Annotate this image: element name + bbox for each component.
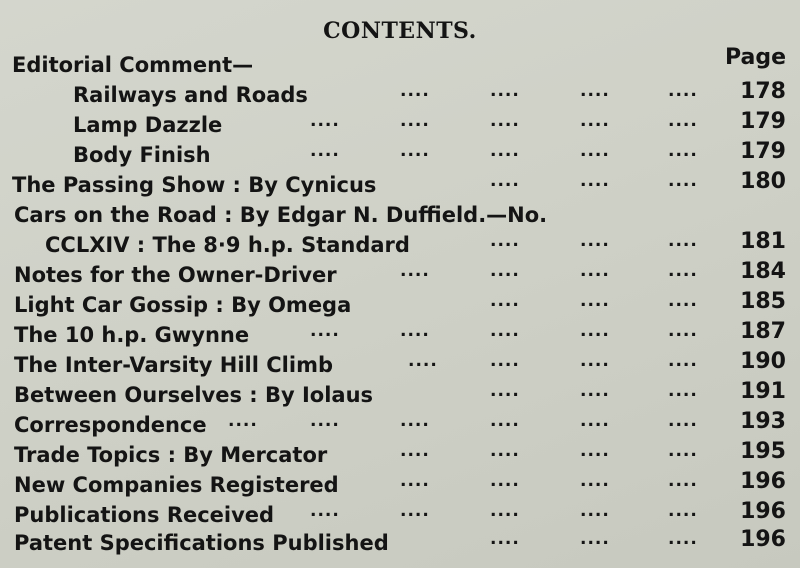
leader-dots: .... (580, 111, 610, 131)
toc-entry-title: The Passing Show : By Cynicus (12, 173, 377, 197)
toc-entry-title: Railways and Roads (73, 83, 308, 107)
leader-dots: .... (668, 529, 698, 549)
toc-entry-page: 180 (740, 169, 786, 194)
leader-dots: .... (400, 471, 430, 491)
leader-dots: .... (400, 81, 430, 101)
toc-entry-page: 181 (740, 229, 786, 254)
leader-dots: .... (400, 141, 430, 161)
leader-dots: .... (400, 321, 430, 341)
toc-entry (0, 528, 800, 558)
leader-dots: .... (400, 261, 430, 281)
leader-dots: .... (408, 351, 438, 371)
leader-dots: .... (580, 411, 610, 431)
toc-entry-page: 195 (740, 439, 786, 464)
leader-dots: .... (668, 471, 698, 491)
leader-dots: .... (310, 321, 340, 341)
leader-dots: .... (490, 261, 520, 281)
leader-dots: .... (668, 411, 698, 431)
page-column-label: Page (724, 45, 786, 70)
leader-dots: .... (668, 291, 698, 311)
toc-entry-page: 179 (740, 139, 786, 164)
leader-dots: .... (490, 381, 520, 401)
toc-entry-title: New Companies Registered (14, 473, 339, 497)
leader-dots: .... (580, 529, 610, 549)
toc-entry-page: 196 (740, 469, 786, 494)
leader-dots: .... (668, 501, 698, 521)
leader-dots: .... (400, 411, 430, 431)
toc-entry-title: Trade Topics : By Mercator (14, 443, 328, 467)
leader-dots: .... (580, 321, 610, 341)
toc-entry-title: Notes for the Owner-Driver (14, 263, 337, 287)
leader-dots: .... (490, 471, 520, 491)
toc-entry-page: 178 (740, 79, 786, 104)
toc-entry-page: 187 (740, 319, 786, 344)
toc-entry-title: CCLXIV : The 8·9 h.p. Standard (45, 233, 410, 257)
leader-dots: .... (310, 141, 340, 161)
toc-entry-title: Cars on the Road : By Edgar N. Duffield.—No. (14, 203, 548, 227)
toc-entry-page: 196 (740, 499, 786, 524)
leader-dots: .... (490, 81, 520, 101)
leader-dots: .... (580, 501, 610, 521)
toc-entry-page: 196 (740, 527, 786, 552)
toc-entry-page: 185 (740, 289, 786, 314)
leader-dots: .... (580, 231, 610, 251)
leader-dots: .... (490, 171, 520, 191)
toc-entry-title: Lamp Dazzle (73, 113, 223, 137)
leader-dots: .... (580, 291, 610, 311)
leader-dots: .... (580, 351, 610, 371)
toc-entry-title: Editorial Comment— (12, 53, 254, 77)
leader-dots: .... (668, 261, 698, 281)
leader-dots: .... (310, 111, 340, 131)
contents-heading: CONTENTS. (323, 18, 477, 44)
toc-entry-page: 184 (740, 259, 786, 284)
leader-dots: .... (400, 441, 430, 461)
toc-entry-title: Patent Specifications Published (14, 531, 389, 555)
leader-dots: .... (668, 321, 698, 341)
leader-dots: .... (490, 291, 520, 311)
leader-dots: .... (668, 141, 698, 161)
leader-dots: .... (310, 501, 340, 521)
toc-entry-title: Light Car Gossip : By Omega (14, 293, 352, 317)
toc-entry-page: 193 (740, 409, 786, 434)
leader-dots: .... (668, 351, 698, 371)
leader-dots: .... (490, 411, 520, 431)
leader-dots: .... (668, 81, 698, 101)
leader-dots: .... (580, 261, 610, 281)
leader-dots: .... (490, 321, 520, 341)
toc-entry-page: 190 (740, 349, 786, 374)
toc-entry-title: The Inter-Varsity Hill Climb (14, 353, 333, 377)
leader-dots: .... (580, 141, 610, 161)
toc-entry-title: Body Finish (73, 143, 211, 167)
toc-entry (0, 170, 800, 200)
toc-entry-title: Publications Received (14, 503, 275, 527)
leader-dots: .... (490, 441, 520, 461)
toc-entry-page: 191 (740, 379, 786, 404)
leader-dots: .... (490, 529, 520, 549)
leader-dots: .... (490, 231, 520, 251)
toc-entry-page: 179 (740, 109, 786, 134)
leader-dots: .... (490, 111, 520, 131)
toc-entry-title: Correspondence (14, 413, 207, 437)
leader-dots: .... (400, 501, 430, 521)
leader-dots: .... (310, 411, 340, 431)
leader-dots: .... (400, 111, 430, 131)
leader-dots: .... (668, 231, 698, 251)
leader-dots: .... (580, 471, 610, 491)
leader-dots: .... (490, 141, 520, 161)
leader-dots: .... (490, 501, 520, 521)
leader-dots: .... (228, 411, 258, 431)
leader-dots: .... (580, 81, 610, 101)
leader-dots: .... (668, 441, 698, 461)
leader-dots: .... (580, 441, 610, 461)
leader-dots: .... (580, 171, 610, 191)
leader-dots: .... (580, 381, 610, 401)
leader-dots: .... (490, 351, 520, 371)
toc-entry-title: The 10 h.p. Gwynne (14, 323, 250, 347)
leader-dots: .... (668, 111, 698, 131)
leader-dots: .... (668, 171, 698, 191)
toc-entry-title: Between Ourselves : By Iolaus (14, 383, 374, 407)
leader-dots: .... (668, 381, 698, 401)
